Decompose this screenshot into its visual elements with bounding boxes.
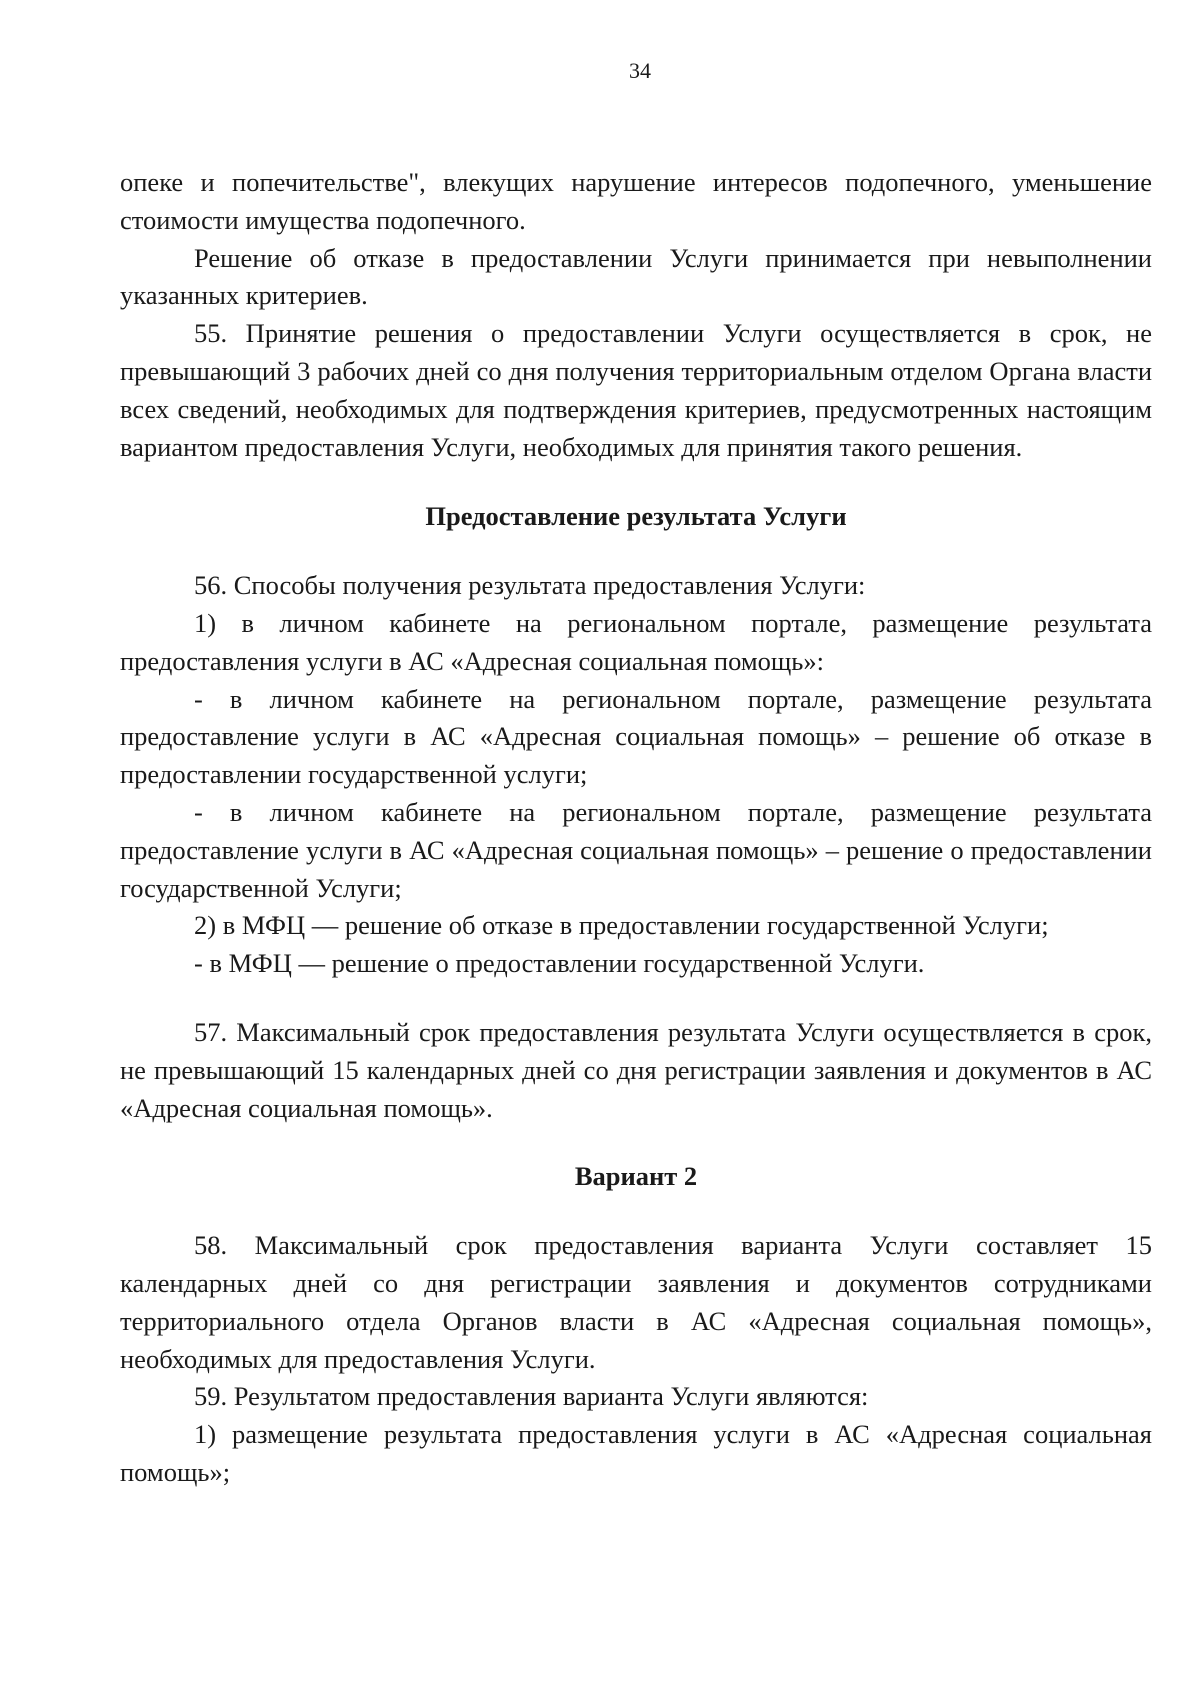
list-item-59-1: 1) размещение результата предоставления услуги в АС «Адресная социальная помощь»; — [120, 1419, 1152, 1487]
paragraph-56: 56. Способы получения результата предоставления Услуги: — [194, 570, 866, 601]
list-item-56-1-b: - в личном кабинете на региональном портале, размещение результата предоставление услуги в АС «Адресная социальная помощь» – решение о предоставлении государственной Услуги; — [120, 796, 1152, 903]
list-item-56-2-b: - в МФЦ — решение о предоставлении государственной Услуги. — [194, 948, 925, 979]
paragraph-55: 55. Принятие решения о предоставлении Услуги осуществляется в срок, не превышающий 3 рабочих дней со дня получения территориальным отделом Органа власти всех сведений, необходимых для подтверждения критериев, предусмотренных настоящим вариантом предоставления Услуги, необходимых для принятия такого решения. — [120, 318, 1152, 462]
paragraph-refusal-decision: Решение об отказе в предоставлении Услуги принимается при невыполнении указанных критериев. — [120, 242, 1152, 311]
list-item-56-2: 2) в МФЦ — решение об отказе в предоставлении государственной Услуги; — [194, 910, 1049, 941]
paragraph-continuation: опеке и попечительстве", влекущих нарушение интересов подопечного, уменьшение стоимости имущества подопечного. — [120, 167, 1152, 235]
list-item-56-1: 1) в личном кабинете на региональном портале, размещение результата предоставления услуги в АС «Адресная социальная помощь»: — [120, 607, 1152, 676]
list-item-56-1-a: - в личном кабинете на региональном портале, размещение результата предоставление услуги в АС «Адресная социальная помощь» – решение об отказе в предоставлении государственной услуги; — [120, 683, 1152, 790]
paragraph-59: 59. Результатом предоставления варианта Услуги являются: — [194, 1381, 869, 1412]
section-heading-result: Предоставление результата Услуги — [425, 501, 847, 532]
section-heading-variant-2: Вариант 2 — [574, 1161, 698, 1192]
page-number: 34 — [629, 58, 651, 83]
paragraph-58: 58. Максимальный срок предоставления варианта Услуги составляет 15 календарных дней со дня регистрации заявления и документов сотрудниками территориального отдела Органов власти в АС «Адресная социальная помощь», необходимых для предоставления Услуги. — [120, 1230, 1152, 1374]
paragraph-57: 57. Максимальный срок предоставления результата Услуги осуществляется в срок, не превышающий 15 календарных дней со дня регистрации заявления и документов в АС «Адресная социальная помощь». — [120, 1016, 1152, 1123]
document-body — [120, 164, 1152, 1492]
